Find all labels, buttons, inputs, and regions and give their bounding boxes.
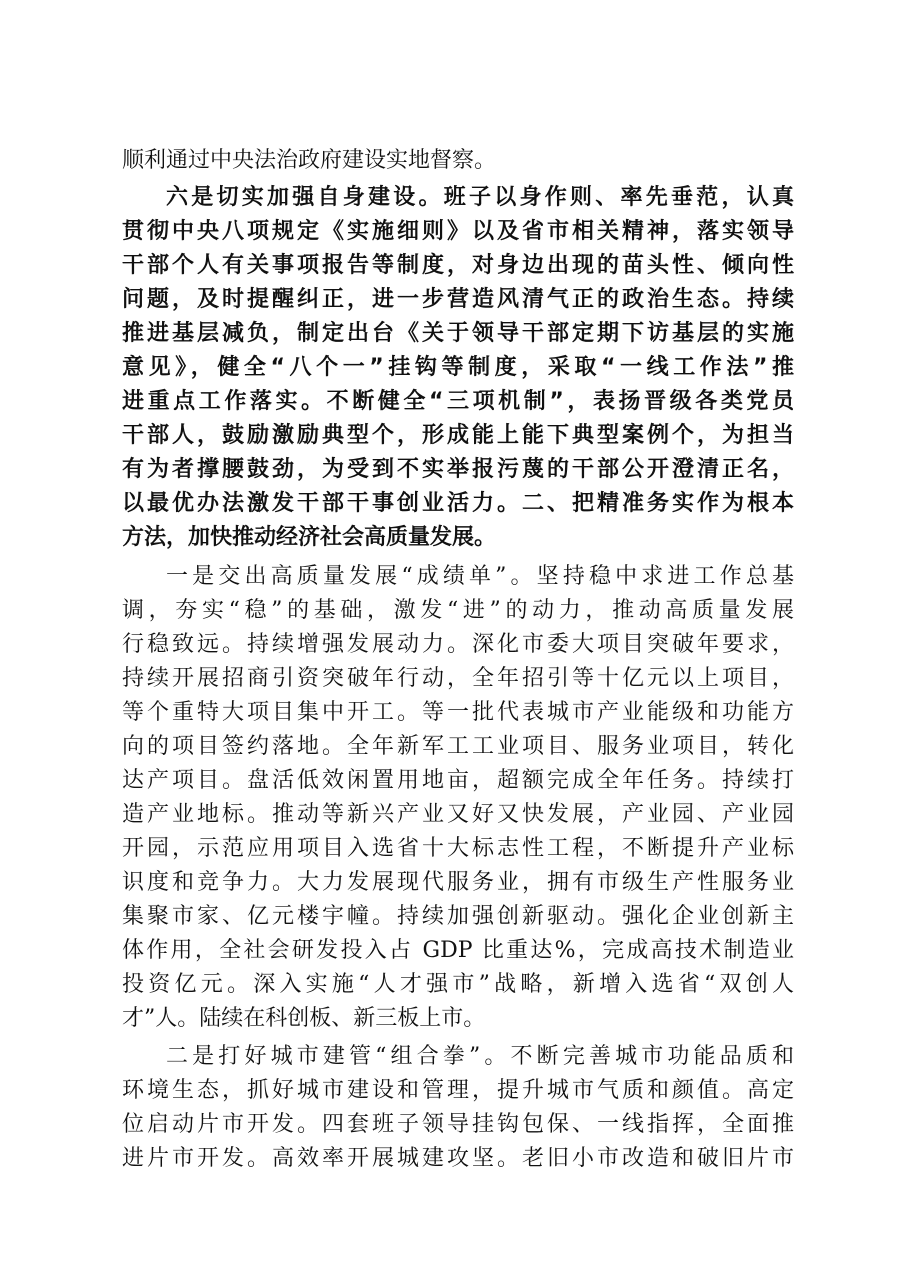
paragraph-one-line: 投资亿元。深入实施“人才强市”战略，新增入选省“双创人 [122, 972, 794, 997]
paragraph-one-line: 等个重特大项目集中开工。等一批代表城市产业能级和功能方 [122, 700, 794, 725]
paragraph-six-line: 干部个人有关事项报告等制度，对身边出现的苗头性、倾向性 [122, 253, 794, 278]
paragraph-six-line: 贯彻中央八项规定《实施细则》以及省市相关精神，落实领导 [122, 219, 794, 244]
paragraph-six-line: 推进基层减负，制定出台《关于领导干部定期下访基层的实施 [122, 321, 794, 346]
paragraph-one-line: 识度和竞争力。大力发展现代服务业，拥有市级生产性服务业 [122, 870, 794, 895]
paragraph-six-line: 问题，及时提醒纠正，进一步营造风清气正的政治生态。持续 [122, 287, 794, 312]
paragraph-one-line: 开园，示范应用项目入选省十大标志性工程，不断提升产业标 [122, 836, 794, 861]
paragraph-two-line: 进片市开发。高效率开展城建攻坚。老旧小市改造和破旧片市 [122, 1146, 794, 1171]
paragraph-six-line: 进重点工作落实。不断健全“三项机制”，表扬晋级各类党员 [122, 389, 794, 414]
paragraph-two-line: 二是打好城市建管“组合拳”。不断完善城市功能品质和 [166, 1044, 794, 1069]
paragraph-two-line: 环境生态，抓好城市建设和管理，提升城市气质和颜值。高定 [122, 1078, 794, 1103]
paragraph-one-line: 调，夯实“稳”的基础，激发“进”的动力，推动高质量发展 [122, 598, 794, 623]
paragraph-six-line: 以最优办法激发干部干事创业活力。二、把精准务实作为根本 [122, 491, 794, 516]
paragraph-one-line: 集聚市家、亿元楼宇幢。持续加强创新驱动。强化企业创新主 [122, 904, 794, 929]
paragraph-one-line: 向的项目签约落地。全年新军工工业项目、服务业项目，转化 [122, 734, 794, 759]
paragraph-six-line: 干部人，鼓励激励典型个，形成能上能下典型案例个，为担当 [122, 423, 794, 448]
paragraph-one-line: 才”人。陆续在科创板、新三板上市。 [122, 1006, 486, 1031]
paragraph-one-line: 行稳致远。持续增强发展动力。深化市委大项目突破年要求， [122, 632, 794, 657]
paragraph-one-line: 造产业地标。推动等新兴产业又好又快发展，产业园、产业园 [122, 802, 794, 827]
paragraph-six-line: 方法，加快推动经济社会高质量发展。 [122, 525, 497, 550]
paragraph-six-line: 有为者撑腰鼓劲，为受到不实举报污蔑的干部公开澄清正名， [122, 457, 794, 482]
paragraph-six-line: 六是切实加强自身建设。班子以身作则、率先垂范，认真 [166, 185, 794, 210]
paragraph-two-line: 位启动片市开发。四套班子领导挂钩包保、一线指挥，全面推 [122, 1112, 794, 1137]
paragraph-intro-line: 顺利通过中央法治政府建设实地督察。 [122, 148, 497, 173]
paragraph-six-line: 意见》，健全“八个一”挂钩等制度，采取“一线工作法”推 [122, 355, 794, 380]
paragraph-one-line: 体作用，全社会研发投入占 GDP 比重达%，完成高技术制造业 [122, 938, 794, 963]
paragraph-one-line: 达产项目。盘活低效闲置用地亩，超额完成全年任务。持续打 [122, 768, 794, 793]
paragraph-one-line: 一是交出高质量发展“成绩单”。坚持稳中求进工作总基 [166, 564, 794, 589]
paragraph-one-line: 持续开展招商引资突破年行动，全年招引等十亿元以上项目， [122, 666, 794, 691]
